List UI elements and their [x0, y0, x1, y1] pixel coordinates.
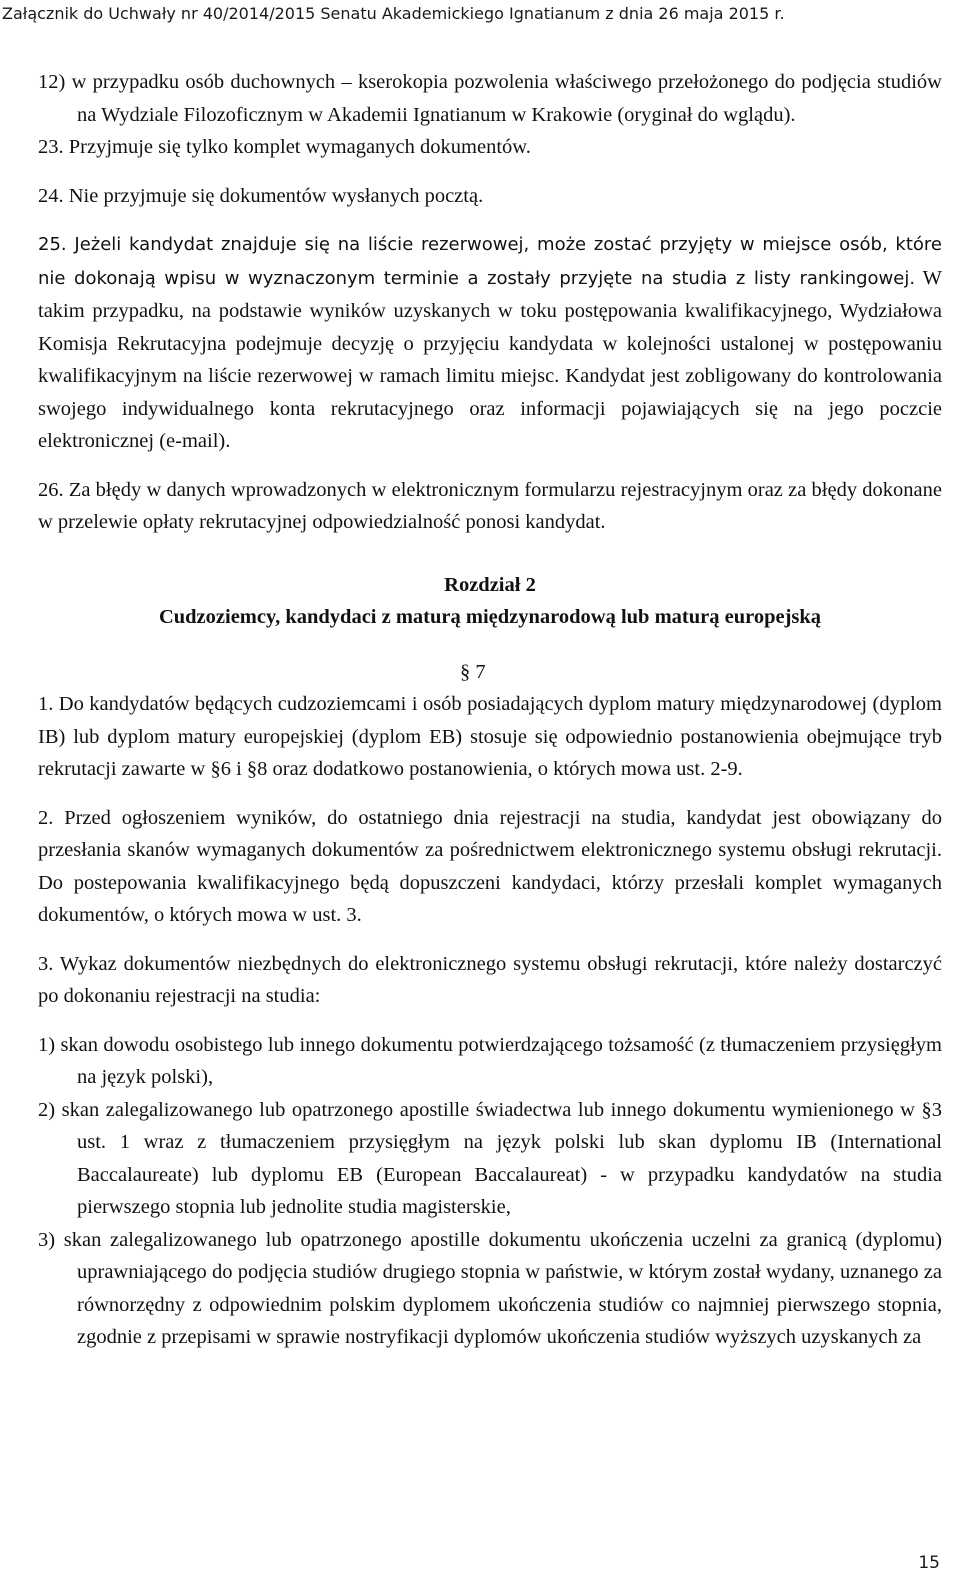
paragraph-25-part-b: W takim przypadku, na podstawie wyników uzyskanych w toku postępowania kwalifikacyjnego, Wydziałowa Komisja Rekrutacyjna podejmuje decyzję o przyjęciu kandydata w kolejności ustalonej w postępowaniu kwalifikacyjnym na liście rezerwowej w ramach limitu miejsc. [38, 266, 942, 387]
section-point-2: 2. Przed ogłoszeniem wyników, do ostatniego dnia rejestracji na studia, kandydat jest obowiązany do przesłania skanów wymaganych dokumentów za pośrednictwem elektronicznego systemu obsługi rekrutacji. Do postepowania kwalifikacyjnego będą dopuszczeni kandydaci, którzy przesłali komplet wymaganych dokumentów, o których mowa w ust. 3. [38, 806, 942, 926]
document-header: Załącznik do Uchwały nr 40/2014/2015 Senatu Akademickiego Ignatianum z dnia 26 maja 2015 r. [2, 4, 785, 23]
intro-list-item: 12) w przypadku osób duchownych – kserokopia pozwolenia właściwego przełożonego do podjęcia studiów na Wydziale Filozoficznym w Akademii Ignatianum w Krakowie (oryginał do wglądu). [38, 71, 942, 126]
document-body [38, 66, 942, 1354]
page-number: 15 [918, 1553, 940, 1573]
paragraph-26: 26. Za błędy w danych wprowadzonych w elektronicznym formularzu rejestracyjnym oraz za błędy dokonane w przelewie opłaty rekrutacyjnej odpowiedzialność ponosi kandydat. [38, 478, 942, 533]
chapter-label: Rozdział 2 [444, 573, 536, 596]
section-point-3: 3. Wykaz dokumentów niezbędnych do elektronicznego systemu obsługi rekrutacji, które należy dostarczyć po dokonaniu rejestracji na studia: [38, 952, 942, 1007]
paragraph-23: 23. Przyjmuje się tylko komplet wymaganych dokumentów. [38, 136, 531, 158]
paragraph-25-part-a: 25. Jeżeli kandydat znajduje się na liście rezerwowej, może zostać przyjęty w miejsce osób, które nie dokonają wpisu w wyznaczonym terminie a zostały przyjęte na studia z listy rankingowej. [38, 234, 942, 289]
list-item: 3) skan zalegalizowanego lub opatrzonego apostille dokumentu ukończenia uczelni za granicą (dyplomu) uprawniającego do podjęcia studiów drugiego stopnia w państwie, w którym został wydany, uznanego za równorzędny z odpowiednim polskim dyplomem ukończenia studiów co najmniej pierwszego stopnia, zgodnie z przepisami w sprawie nostryfikacji dyplomów ukończenia studiów wyższych uzyskanych za [38, 1228, 942, 1348]
section-sign: § 7 [460, 660, 486, 683]
paragraph-25 [38, 228, 942, 458]
list-item: 2) skan zalegalizowanego lub opatrzonego apostille świadectwa lub innego dokumentu wymienionego w §3 ust. 1 wraz z tłumaczeniem przysięgłym na język polski lub skan dyplomu IB (International Baccalaureate) lub dyplomu EB (European Baccalaureat) - w przypadku kandydatów na studia pierwszego stopnia lub jednolite studia magisterskie, [38, 1098, 942, 1218]
paragraph-25-part-c: Kandydat jest zobligowany do kontrolowania swojego indywidualnego konta rekrutacyjnego oraz informacji pojawiających się na jego poczcie elektronicznej (e-mail). [38, 365, 942, 452]
section-point-1: 1. Do kandydatów będących cudzoziemcami i osób posiadających dyplom matury międzynarodowej (dyplom IB) lub dyplom matury europejskiej (dyplom EB) stosuje się odpowiednio postanowienia obejmujące tryb rekrutacji zawarte w §6 i §8 oraz dodatkowo postanowienia, o których mowa ust. 2-9. [38, 693, 942, 780]
paragraph-24: 24. Nie przyjmuje się dokumentów wysłanych pocztą. [38, 184, 484, 207]
chapter-title: Cudzoziemcy, kandydaci z maturą międzynarodową lub maturą europejską [158, 606, 822, 628]
list-item: 1) skan dowodu osobistego lub innego dokumentu potwierdzającego tożsamość (z tłumaczeniem przysięgłym na język polski), [38, 1033, 942, 1088]
